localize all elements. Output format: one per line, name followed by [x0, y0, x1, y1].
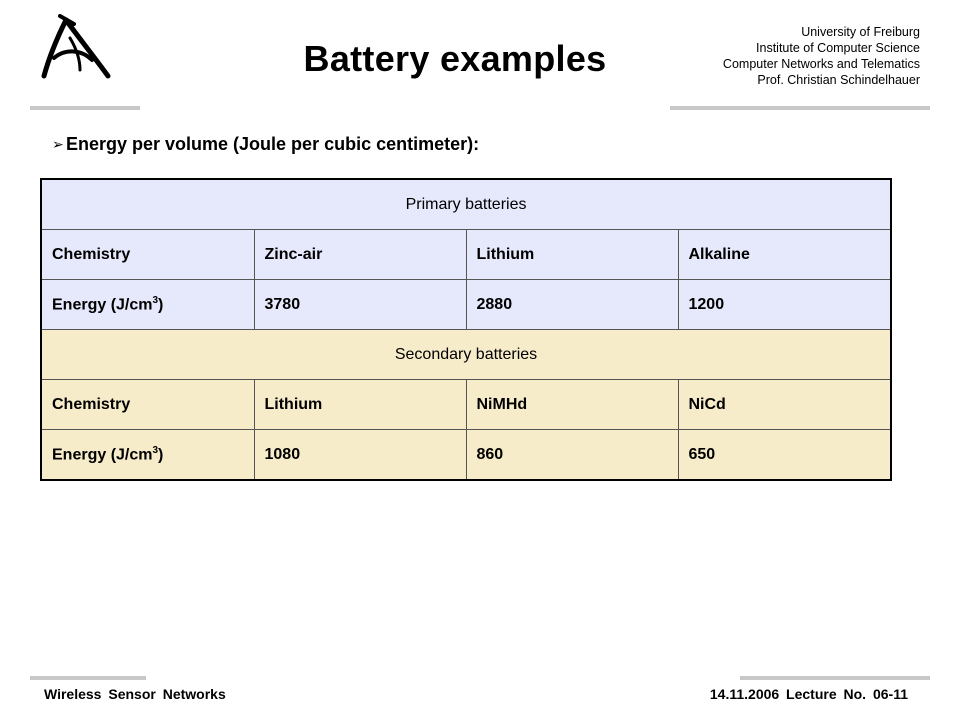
table-cell — [41, 280, 254, 330]
table-row — [41, 179, 891, 230]
footer-right: 14.11.2006 Lecture No. 06-11 — [709, 686, 908, 702]
bullet-text: Energy per volume (Joule per cubic centimeter): — [66, 134, 480, 154]
secondary-heading-cell: Secondary batteries — [41, 330, 891, 380]
footer-rule-right — [740, 676, 930, 680]
primary-heading-cell: Primary batteries — [41, 179, 891, 230]
table-cell: Chemistry — [41, 230, 254, 280]
institution-block — [723, 24, 920, 88]
table-row — [41, 430, 891, 481]
table-row — [41, 280, 891, 330]
institution-line: Computer Networks and Telematics — [722, 57, 920, 71]
table-cell: NiCd — [678, 380, 891, 430]
table-cell: Alkaline — [678, 230, 891, 280]
header-rule-left — [30, 106, 140, 110]
table-cell: 1080 — [254, 430, 466, 481]
table-cell: 650 — [678, 430, 891, 481]
table-cell: 860 — [466, 430, 678, 481]
table-cell: 1200 — [678, 280, 891, 330]
table-cell — [41, 430, 254, 481]
table-cell: Chemistry — [41, 380, 254, 430]
institution-line: Prof. Christian Schindelhauer — [757, 73, 920, 87]
energy-label-close: ) — [158, 296, 164, 314]
table-row — [41, 330, 891, 380]
table-cell: 3780 — [254, 280, 466, 330]
arrow-bullet-icon: ➢ — [52, 136, 64, 152]
energy-label-close: ) — [158, 446, 164, 464]
institution-line: University of Freiburg — [801, 25, 920, 39]
table-cell: 2880 — [466, 280, 678, 330]
battery-table — [40, 178, 892, 481]
university-logo-icon — [36, 14, 116, 86]
table-cell: Zinc-air — [254, 230, 466, 280]
table-cell: Lithium — [466, 230, 678, 280]
institution-line: Institute of Computer Science — [756, 41, 920, 55]
energy-label-sup: 3 — [152, 294, 159, 306]
bullet-point — [52, 134, 479, 155]
table-cell: NiMHd — [466, 380, 678, 430]
page-title: Battery examples — [303, 38, 607, 79]
table-row — [41, 230, 891, 280]
table-row — [41, 380, 891, 430]
energy-label: Energy (J/cm — [52, 446, 153, 464]
header-rule-right — [670, 106, 930, 110]
energy-label: Energy (J/cm — [52, 296, 153, 314]
footer-rule-left — [30, 676, 146, 680]
energy-label-sup: 3 — [152, 444, 159, 456]
footer-left: Wireless Sensor Networks — [44, 686, 226, 702]
table-cell: Lithium — [254, 380, 466, 430]
